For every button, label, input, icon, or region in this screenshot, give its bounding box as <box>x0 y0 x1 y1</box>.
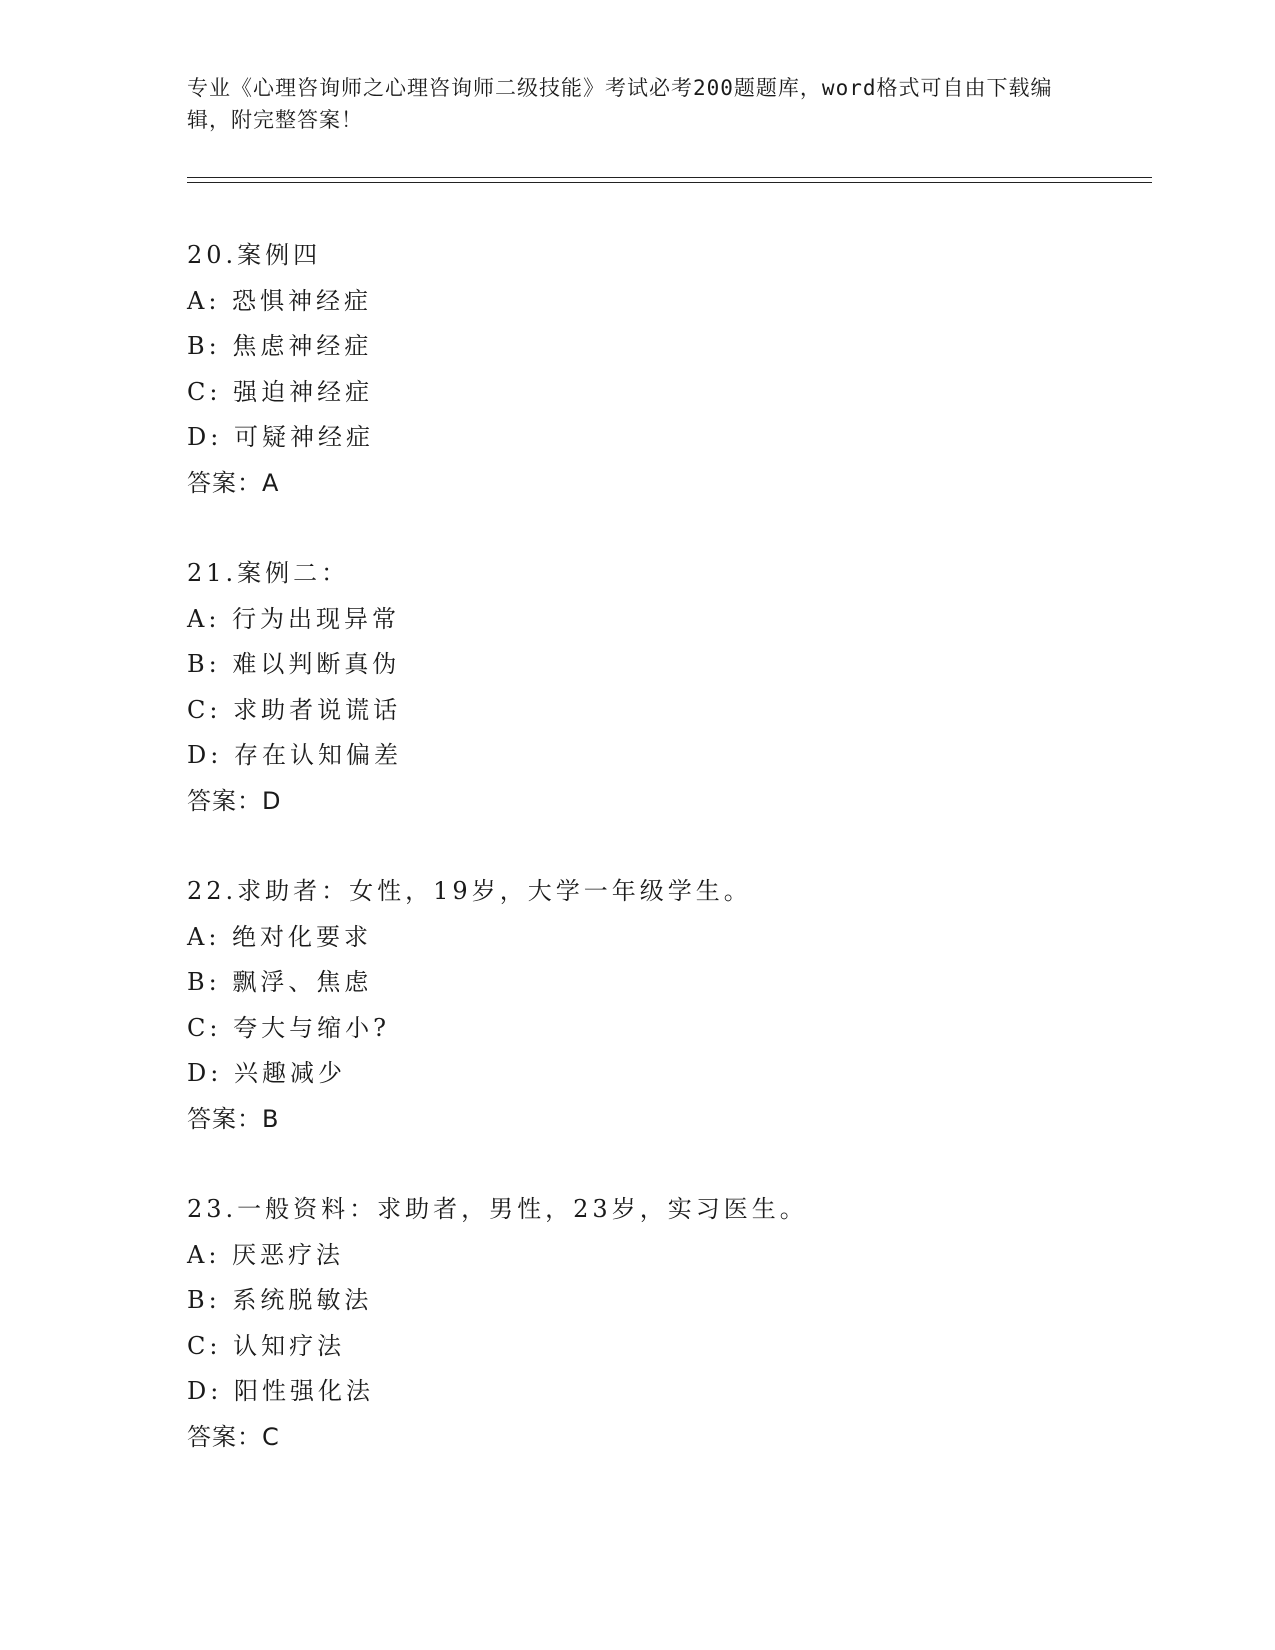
header-divider-top <box>187 177 1152 178</box>
option-b: B: 飘浮、焦虑 <box>187 968 373 996</box>
option-a: A: 恐惧神经症 <box>187 286 373 315</box>
option-b: B: 难以判断真伪 <box>187 650 401 678</box>
option-b: B: 系统脱敏法 <box>187 1286 373 1314</box>
option-c: C: 强迫神经症 <box>187 377 374 406</box>
question-stem: 23.一般资料：求助者，男性，23岁，实习医生。 <box>187 1195 808 1223</box>
option-d: D: 存在认知偏差 <box>187 741 402 769</box>
answer-line: 答案：D <box>187 786 282 815</box>
question-stem: 21.案例二： <box>187 559 350 587</box>
option-c: C: 认知疗法 <box>187 1331 346 1360</box>
option-d: D: 阳性强化法 <box>187 1377 374 1405</box>
option-a: A: 绝对化要求 <box>187 922 373 951</box>
option-d: D: 可疑神经症 <box>187 423 374 451</box>
question-block <box>187 233 1087 506</box>
question-block <box>187 551 1087 824</box>
answer-line: 答案：C <box>187 1422 280 1451</box>
option-c: C: 夸大与缩小? <box>187 1013 390 1042</box>
answer-line: 答案：B <box>187 1104 280 1133</box>
option-d: D: 兴趣减少 <box>187 1059 346 1087</box>
question-stem: 20.案例四 <box>187 241 322 269</box>
question-block <box>187 1187 1087 1460</box>
option-b: B: 焦虑神经症 <box>187 332 373 360</box>
document-header: 专业《心理咨询师之心理咨询师二级技能》考试必考200题题库，word格式可自由下载编辑，附完整答案！ <box>187 76 1053 132</box>
question-block <box>187 869 1087 1142</box>
header-divider-bottom <box>187 182 1152 183</box>
option-c: C: 求助者说谎话 <box>187 695 402 724</box>
answer-line: 答案：A <box>187 468 280 497</box>
option-a: A: 厌恶疗法 <box>187 1240 345 1269</box>
question-stem: 22.求助者：女性，19岁，大学一年级学生。 <box>187 877 752 905</box>
option-a: A: 行为出现异常 <box>187 604 401 633</box>
